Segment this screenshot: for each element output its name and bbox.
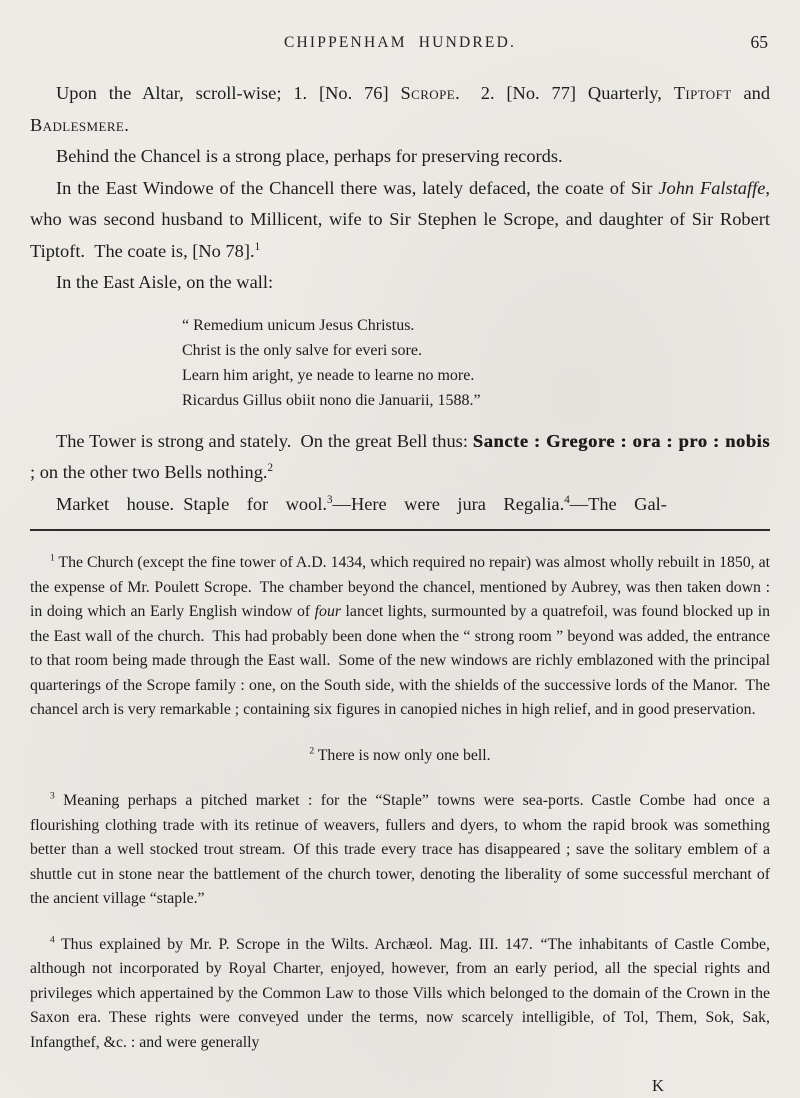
main-text	[30, 78, 770, 520]
running-header	[30, 34, 770, 56]
paragraph-east-aisle: In the East Aisle, on the wall:	[56, 272, 274, 292]
verse-line: Learn him aright, ye neade to learne no more.	[182, 366, 475, 384]
footnote-1: $^1$ The Church (except the fine tower of A.D. 1434, which required no repair) was almost wholly rebuilt in 1850, at the expense of Mr. Poulett Scrope. The chamber beyond the chancel, mentioned by Aubrey, was then taken down : in doing which an Early English window of four lancet lights, surmounted by a quatrefoil, was found blocked up in the East wall of the church. This had probably been done when the “ strong room ” beyond was added, the entrance to that room being made through the East wall. Some of the new windows are richly emblazoned with the principal quarterings of the Scrope family : one, on the South side, with the shields of the successive lords of the Manor. The chancel arch is very remarkable ; containing six figures in canopied niches in high relief, and in good preservation.	[30, 553, 770, 718]
paragraph-east-window: In the East Windowe of the Chancell there was, lately defaced, the coate of Sir John Falstaffe, who was second husband to Millicent, wife to Sir Stephen le Scrope, and daughter of Sir Robert Tiptoft. The coate is, [No 78].$^1$	[30, 177, 770, 261]
paragraph-chancel: Behind the Chancel is a strong place, perhaps for preserving records.	[56, 146, 563, 166]
footnote-3: $^3$ Meaning perhaps a pitched market : for the “Staple” towns were sea-ports. Castle Combe had once a flourishing clothing trade with its retinue of weavers, fullers and dyers, to whom the rapid brook was something better than a well stocked trout stream. Of this trade every trace has disappeared ; save the solitary emblem of a shuttle cut in stone near the battlement of the church tower, denoting the liberality of some successful merchant of the ancient village “staple.”	[30, 791, 770, 907]
paragraph-market: Market house. Staple for wool.$^3$—Here were jura Regalia.$^4$—The Gal-	[56, 493, 667, 514]
verse-line: Christ is the only salve for everi sore.	[182, 341, 422, 359]
page-title: CHIPPENHAM HUNDRED.	[283, 34, 517, 51]
footnote-4: $^4$ Thus explained by Mr. P. Scrope in the Wilts. Archæol. Mag. III. 147. “The inhabitants of Castle Combe, although not incorporated by Royal Charter, enjoyed, however, from an early period, all the special rights and privileges which appertained by the Common Law to those Vills which belonged to the domain of the Crown in the Saxon era. These rights were conveyed under the terms, now scarcely intelligible, of Tol, Them, Sok, Sak, Infangthef, &c. : and were generally	[30, 935, 770, 1051]
verse-line: Ricardus Gillus obiit nono die Januarii, 1588.”	[182, 391, 481, 409]
signature-mark: K	[652, 1076, 665, 1095]
paragraph-altar: Upon the Altar, scroll-wise; 1. [No. 76] Scrope. 2. [No. 77] Quarterly, Tiptoft and Badlesmere.	[30, 83, 771, 135]
verse-line: “ Remedium unicum Jesus Christus.	[182, 316, 415, 334]
epitaph-verse	[182, 313, 770, 413]
footnote-2: $^2$ There is now only one bell.	[309, 746, 491, 764]
footnotes	[30, 551, 770, 1055]
page-number: 65	[750, 32, 768, 52]
paragraph-tower: The Tower is strong and stately. On the great Bell thus: Sancte : Gregore : ora : pro : nobis ; on the other two Bells nothing.$^2$	[30, 430, 770, 482]
footnote-divider	[30, 529, 770, 531]
